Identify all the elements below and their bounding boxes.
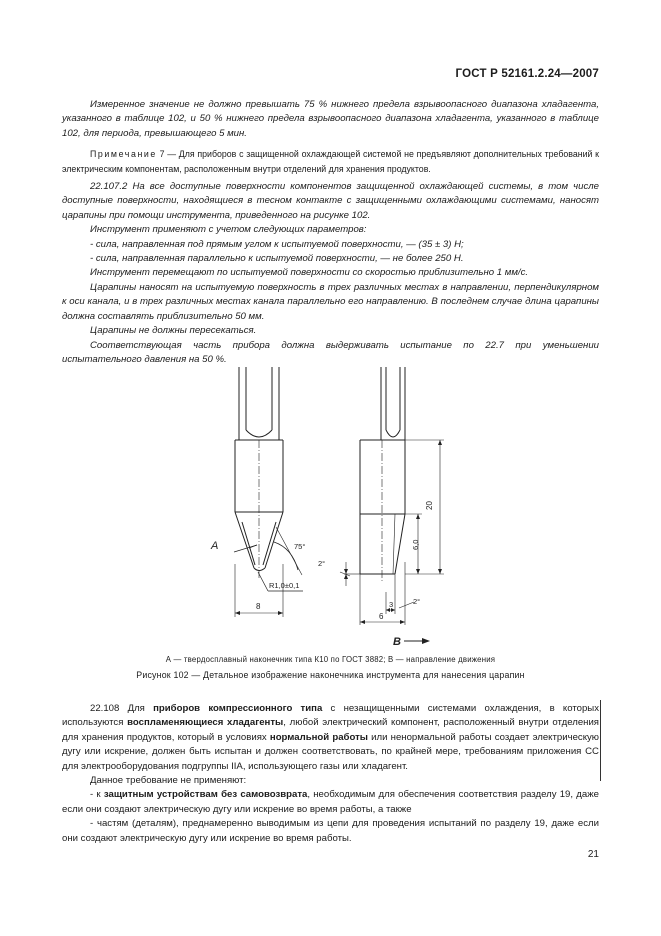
- angle-2-left: 2°: [318, 559, 326, 568]
- note-7: [62, 147, 599, 176]
- s1-a: 22.108 Для: [90, 703, 154, 714]
- s1-c: с незащищенными системами охлаждения, в которых используются: [62, 703, 599, 729]
- angle-2-right: 2°: [413, 597, 421, 606]
- dim-6: 6: [379, 612, 384, 621]
- dim-3: 3: [389, 600, 394, 609]
- paragraph-measured-value: Измеренное значение не должно превышать 75 % нижнего предела взрывоопасного диапазона хладагента, указанного в таблице 102, и 50 % нижнего предела взрывоопасного диапазона хладагента, указанного в таблице 102, для периода, превышающего 5 мин.: [62, 99, 599, 139]
- right-view-tool: [360, 367, 405, 582]
- figure-caption: Рисунок 102 — Детальное изображение наконечника инструмента для нанесения царапин: [136, 670, 525, 680]
- dim-6-0: 6,0: [411, 539, 420, 550]
- figure-102-drawing: [190, 352, 490, 652]
- page-number: 21: [587, 849, 599, 860]
- paragraph-force-perpendicular: - сила, направленная под прямым углом к испытуемой поверхности, — (35 ± 3) Н;: [90, 238, 464, 250]
- s1-e: , любой электрический компонент, расположенный внутри отделения для хранения продуктов, который в условиях: [62, 717, 600, 743]
- s1-d: воспламеняющиеся хладагенты: [127, 717, 284, 729]
- s1-b: приборов компрессионного типа: [153, 703, 323, 714]
- paragraph-force-parallel: - сила, направленная параллельно к испытуемой поверхности, — не более 250 Н.: [90, 253, 464, 265]
- dim-8: 8: [256, 602, 261, 611]
- paragraph-not-applied: Данное требование не применяют:: [90, 775, 247, 787]
- paragraph-parts: - частям (деталям), преднамеренно выводимым из цепи для проведения испытаний по разделу 19, даже если они создают электрическую дугу или искрение во время работы.: [62, 818, 599, 844]
- s1-f: нормальной работы: [269, 731, 368, 743]
- radius-label: R1,0±0,1: [269, 581, 300, 590]
- s3-b: защитным устройствам без самовозврата: [103, 789, 308, 801]
- standard-header: ГОСТ Р 52161.2.24—2007: [455, 68, 599, 80]
- s1-g: или ненормальной работы создает электрическую дугу или искрение, должен быть испытан и должен соответствовать, по крайней мере, требованиям приложения СС для электрооборудования подгруппы IIА, использующего газы или хладагент.: [62, 731, 600, 772]
- paragraph-pressure: Соответствующая часть прибора должна выдерживать испытание по 22.7 при уменьшении испытательного давления на 50 %.: [62, 339, 599, 365]
- left-view-tool: [235, 367, 283, 578]
- s3-a: - к: [90, 789, 104, 801]
- s3-c: , необходимым для обеспечения соответствия разделу 19, даже если они создают электрическую дугу или искрение во время работы, а также: [62, 789, 599, 815]
- label-b: B: [393, 636, 401, 648]
- text-block-bottom: [62, 702, 599, 846]
- note-text: 7 — Для приборов с защищенной охлаждающей системой не предъявляют дополнительных требований к электрическим компонентам, расположенным внутри отделений для хранения продуктов.: [62, 149, 599, 174]
- paragraph-scratch-locations: Царапины наносят на испытуемую поверхность в трех различных местах в направлении, перпендикулярном к оси канала, и в трех различных местах канала параллельно его направлению. В последнем случае длина царапины должна составлять приблизительно 50 мм.: [62, 281, 599, 322]
- paragraph-protective-devices: [62, 788, 599, 817]
- note-label: Примечание: [90, 149, 157, 160]
- change-bar: [600, 700, 601, 781]
- label-a: A: [211, 540, 219, 552]
- paragraph-22-108: [62, 702, 599, 774]
- paragraph-22-107-2: 22.107.2 На все доступные поверхности компонентов защищенной охлаждающей системы, в том числе доступные поверхности, находящиеся в тесном контакте с защищенными охлаждающими системами, наносят царапины при помощи инструмента, приведенного на рисунке 102.: [62, 181, 599, 221]
- figure-legend: А — твердосплавный наконечник типа К10 по ГОСТ 3882; В — направление движения: [165, 655, 496, 664]
- angle-75: 75°: [294, 542, 306, 551]
- text-block-top: [62, 98, 599, 367]
- paragraph-no-cross: Царапины не должны пересекаться.: [90, 325, 257, 337]
- paragraph-speed: Инструмент перемещают по испытуемой поверхности со скоростью приблизительно 1 мм/с.: [90, 267, 529, 279]
- dim-20: 20: [425, 501, 434, 510]
- paragraph-tool-params: Инструмент применяют с учетом следующих параметров:: [90, 224, 367, 236]
